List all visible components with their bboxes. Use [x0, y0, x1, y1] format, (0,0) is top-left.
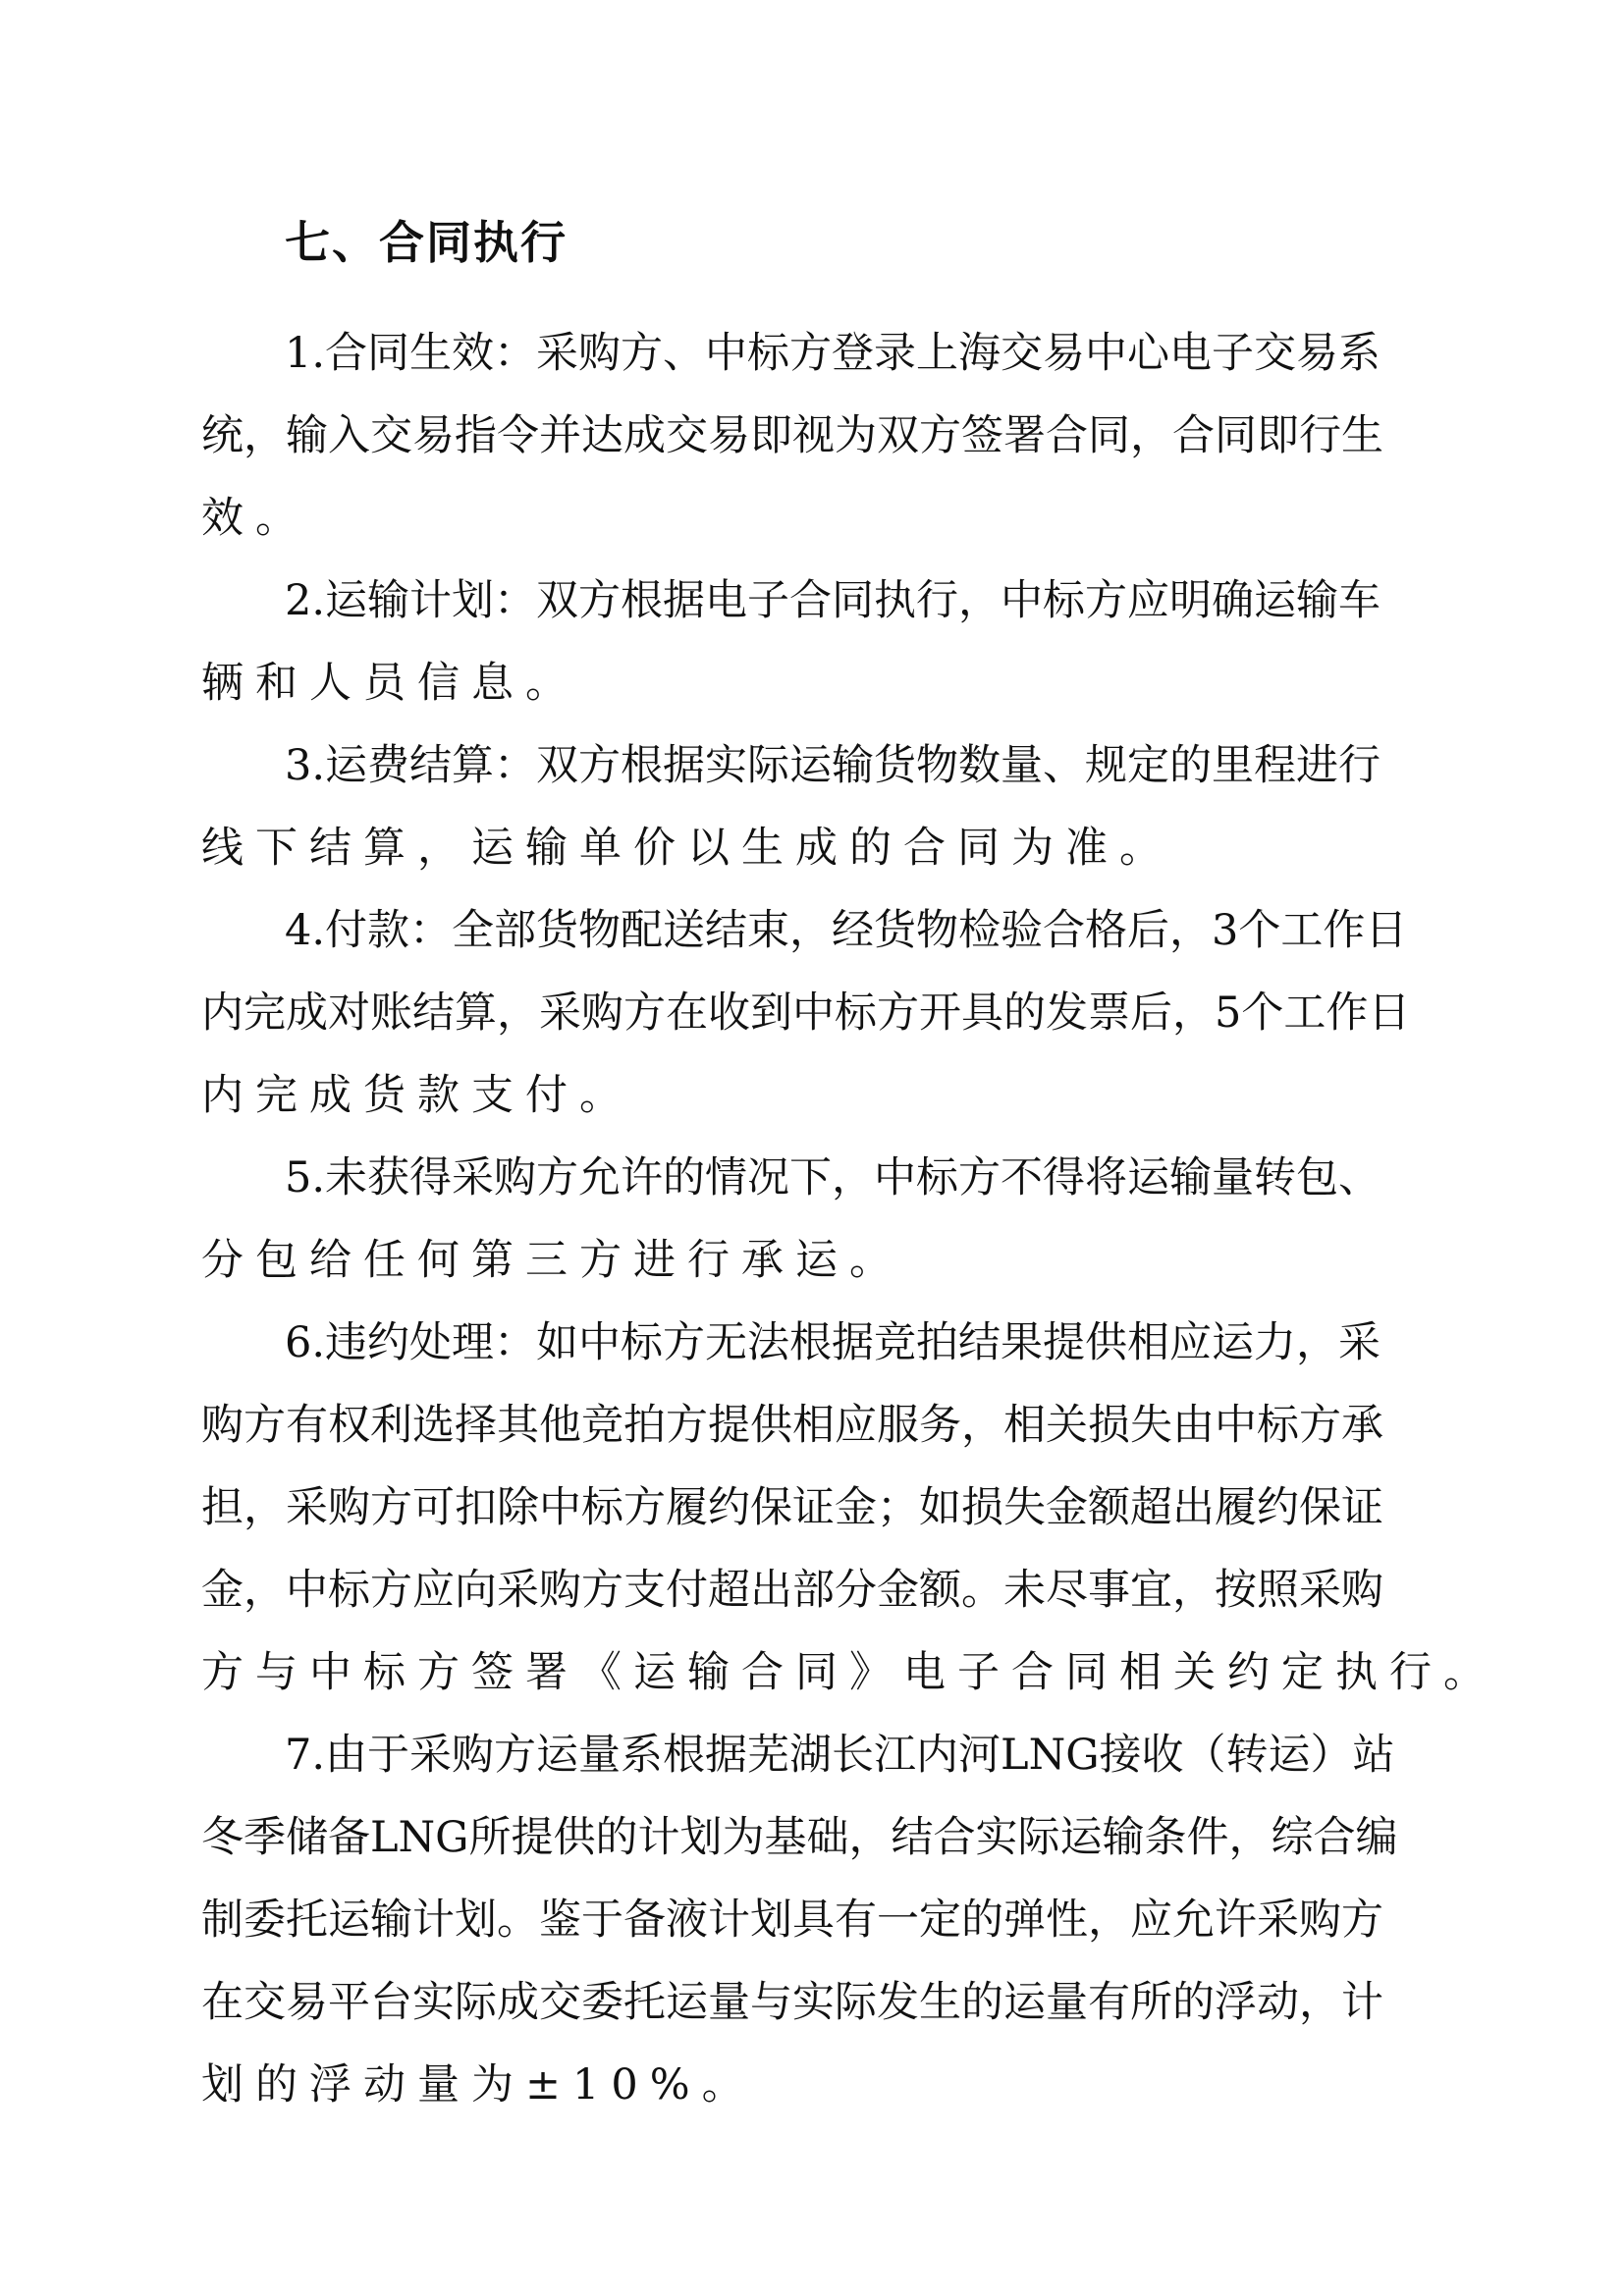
- paragraph-2-line-2: 辆和人员信息。: [201, 659, 579, 708]
- paragraph-4-line-3: 内完成货款支付。: [201, 1071, 633, 1120]
- paragraph-4-line-1: 4.付款：全部货物配送结束，经货物检验合格后，3个工作日: [285, 906, 1408, 955]
- paragraph-7-line-1: 7.由于采购方运量系根据芜湖长江内河LNG接收（转运）站: [285, 1731, 1395, 1780]
- paragraph-5-line-2: 分包给任何第三方进行承运。: [201, 1236, 903, 1285]
- paragraph-6-line-1: 6.违约处理：如中标方无法根据竞拍结果提供相应运力，采: [285, 1318, 1381, 1367]
- paragraph-1-line-2: 统，输入交易指令并达成交易即视为双方签署合同，合同即行生: [201, 411, 1383, 460]
- paragraph-7-line-2: 冬季储备LNG所提供的计划为基础，结合实际运输条件，综合编: [201, 1813, 1398, 1862]
- section-heading: 七、合同执行: [285, 216, 568, 269]
- paragraph-7-line-4: 在交易平台实际成交委托运量与实际发生的运量有所的浮动，计: [201, 1978, 1383, 2027]
- paragraph-4-line-2: 内完成对账结算，采购方在收到中标方开具的发票后，5个工作日: [201, 988, 1411, 1038]
- paragraph-5-line-1: 5.未获得采购方允许的情况下，中标方不得将运输量转包、: [285, 1153, 1381, 1202]
- paragraph-6-line-5: 方与中标方签署《运输合同》电子合同相关约定执行。: [201, 1648, 1497, 1697]
- paragraph-6-line-4: 金，中标方应向采购方支付超出部分金额。未尽事宜，按照采购: [201, 1566, 1383, 1615]
- paragraph-3-line-2: 线下结算，运输单价以生成的合同为准。: [201, 824, 1173, 873]
- paragraph-7-line-5: 划的浮动量为±10%。: [201, 2060, 756, 2109]
- paragraph-7-line-3: 制委托运输计划。鉴于备液计划具有一定的弹性，应允许采购方: [201, 1896, 1383, 1945]
- paragraph-6-line-2: 购方有权利选择其他竞拍方提供相应服务，相关损失由中标方承: [201, 1401, 1383, 1450]
- paragraph-1-line-1: 1.合同生效：采购方、中标方登录上海交易中心电子交易系: [285, 329, 1381, 378]
- paragraph-1-line-3: 效。: [201, 494, 309, 543]
- paragraph-2-line-1: 2.运输计划：双方根据电子合同执行，中标方应明确运输车: [285, 576, 1381, 625]
- paragraph-3-line-1: 3.运费结算：双方根据实际运输货物数量、规定的里程进行: [285, 741, 1381, 790]
- paragraph-6-line-3: 担，采购方可扣除中标方履约保证金；如损失金额超出履约保证: [201, 1483, 1383, 1532]
